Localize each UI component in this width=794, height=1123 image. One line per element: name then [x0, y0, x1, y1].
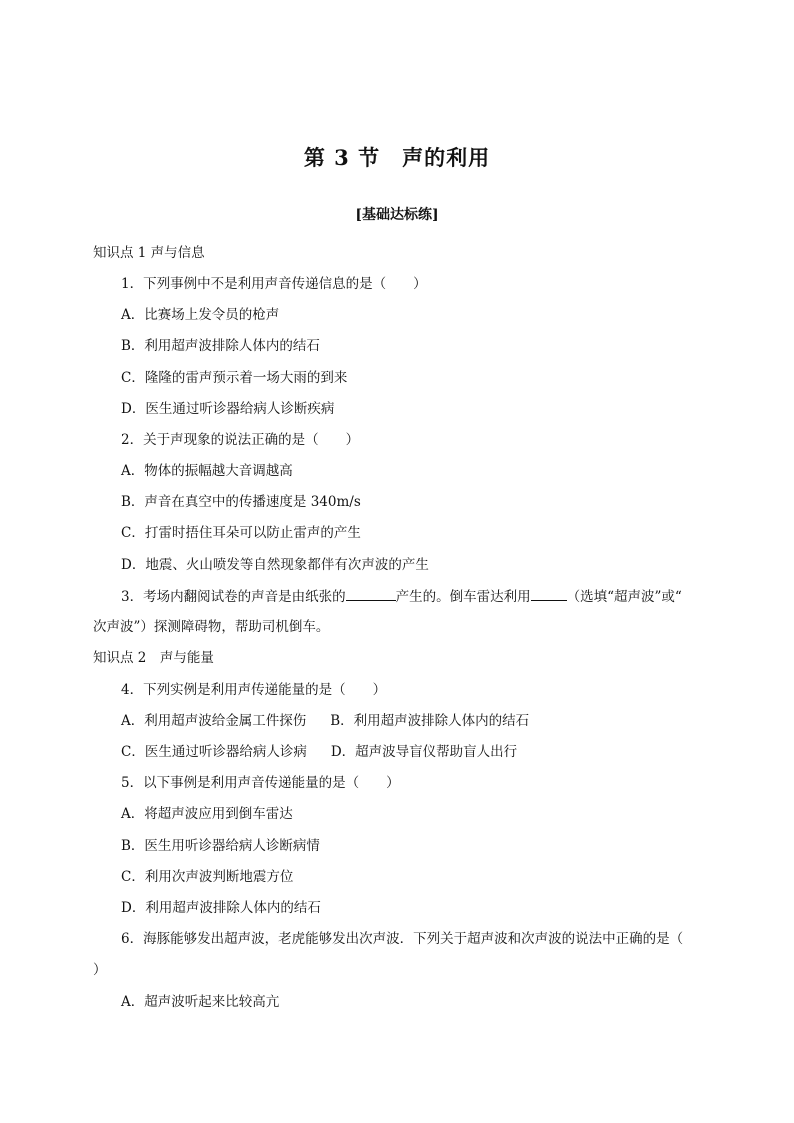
question-6-stem-continued: ）: [93, 962, 107, 978]
question-5-option-a: A．将超声波应用到倒车雷达: [121, 806, 293, 822]
question-6-option-a: A．超声波听起来比较高亢: [121, 994, 280, 1010]
question-3-text-part-2: 产生的。倒车雷达利用: [395, 589, 531, 605]
page-title: 第 3 节 声的利用: [303, 145, 491, 170]
question-2-option-c: C．打雷时捂住耳朵可以防止雷声的产生: [121, 525, 361, 541]
knowledge-point-1-heading: 知识点 1 声与信息: [93, 245, 205, 261]
question-5-option-d: D．利用超声波排除人体内的结石: [121, 900, 321, 916]
question-1-option-d: D．医生通过听诊器给病人诊断疾病: [121, 401, 335, 417]
question-1-stem: 1．下列事例中不是利用声音传递信息的是（ ）: [121, 276, 427, 292]
question-4-stem: 4．下列实例是利用声传递能量的是（ ）: [121, 682, 387, 698]
question-2-stem: 2．关于声现象的说法正确的是（ ）: [121, 432, 360, 448]
question-4-option-a: A．利用超声波给金属工件探伤: [121, 713, 307, 729]
section-subtitle: [基础达标练]: [355, 207, 439, 223]
question-1-option-b: B．利用超声波排除人体内的结石: [121, 338, 320, 354]
question-4-option-d: D．超声波导盲仪帮助盲人出行: [330, 744, 518, 760]
question-2-option-b: B．声音在真空中的传播速度是 340m/s: [121, 494, 361, 510]
question-4-option-b: B．利用超声波排除人体内的结石: [330, 713, 530, 729]
question-3-text-part-1: 3．考场内翻阅试卷的声音是由纸张的: [121, 589, 346, 605]
question-3-text-part-3: （选填“超声波”或“: [566, 589, 682, 605]
question-3-line-2: 次声波”）探测障碍物，帮助司机倒车。: [93, 619, 330, 635]
question-6-stem: 6．海豚能够发出超声波，老虎能够发出次声波．下列关于超声波和次声波的说法中正确的是（: [121, 931, 684, 947]
question-3-line-1: [121, 586, 682, 607]
question-2-option-d: D．地震、火山喷发等自然现象都伴有次声波的产生: [121, 557, 429, 573]
question-5-stem: 5．以下事例是利用声音传递能量的是（ ）: [121, 775, 400, 791]
answer-blank-2[interactable]: [531, 586, 567, 601]
question-4-options-ab: [121, 711, 529, 731]
question-4-option-c: C．医生通过听诊器给病人诊病: [121, 744, 307, 760]
question-1-option-a: A．比赛场上发令员的枪声: [121, 307, 280, 323]
question-5-option-c: C．利用次声波判断地震方位: [121, 869, 294, 885]
question-1-option-c: C．隆隆的雷声预示着一场大雨的到来: [121, 370, 348, 386]
knowledge-point-2-heading: 知识点 2 声与能量: [93, 650, 214, 666]
question-4-options-cd: [121, 742, 517, 762]
question-5-option-b: B．医生用听诊器给病人诊断病情: [121, 838, 320, 854]
answer-blank-1[interactable]: [346, 586, 396, 601]
question-2-option-a: A．物体的振幅越大音调越高: [121, 463, 293, 479]
